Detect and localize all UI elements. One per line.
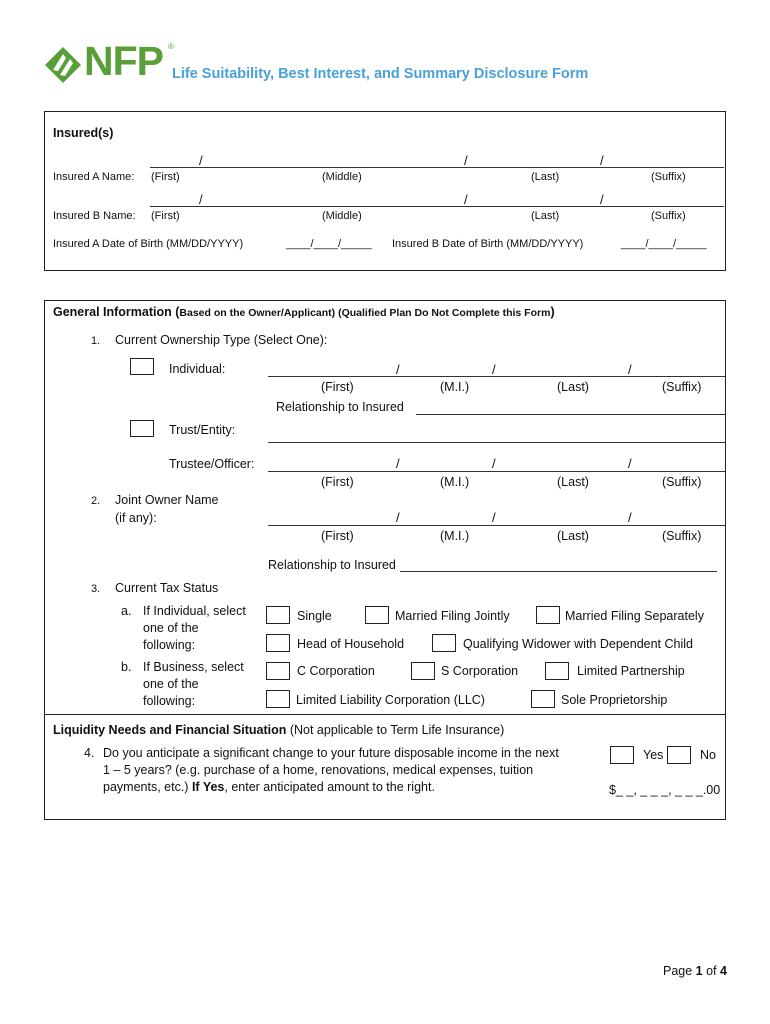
married-separately-label: Married Filing Separately [565, 609, 704, 623]
slash: / [199, 192, 203, 207]
liquidity-heading [53, 723, 504, 737]
last-caption: (Last) [531, 171, 560, 183]
q3-label: Current Tax Status [115, 581, 219, 595]
suffix-caption: (Suffix) [651, 171, 686, 183]
insured-a-dob-field[interactable]: ____/____/_____ [286, 238, 372, 250]
trustee-officer-label: Trustee/Officer: [169, 457, 255, 471]
single-checkbox[interactable] [266, 606, 290, 624]
suffix-caption: (Suffix) [651, 210, 686, 222]
qualifying-widower-label: Qualifying Widower with Dependent Child [463, 637, 693, 651]
head-of-household-checkbox[interactable] [266, 634, 290, 652]
q4-no-checkbox[interactable] [667, 746, 691, 764]
q2-label: Joint Owner Name [115, 493, 219, 507]
insured-b-name-field[interactable] [150, 206, 724, 207]
slash: / [492, 510, 496, 525]
slash: / [492, 362, 496, 377]
married-separately-checkbox[interactable] [536, 606, 560, 624]
slash: / [396, 456, 400, 471]
slash: / [600, 192, 604, 207]
general-heading-note: Based on the Owner/Applicant) (Qualified Plan Do Not Complete this Form [179, 307, 551, 319]
individual-checkbox[interactable] [130, 358, 154, 375]
head-of-household-label: Head of Household [297, 637, 405, 651]
insured-b-name-label: Insured B Name: [53, 210, 136, 222]
relationship-label: Relationship to Insured [276, 400, 404, 414]
first-caption: (First) [321, 475, 354, 489]
general-heading-close: ) [550, 305, 555, 319]
s-corporation-checkbox[interactable] [411, 662, 435, 680]
c-corporation-checkbox[interactable] [266, 662, 290, 680]
q4-amount-field[interactable]: $_ _, _ _ _, _ _ _.00 [609, 783, 721, 797]
insured-a-name-field[interactable] [150, 167, 724, 168]
last-caption: (Last) [557, 380, 589, 394]
q3a-letter: a. [121, 604, 132, 618]
insured-a-name-label: Insured A Name: [53, 171, 135, 183]
q3b-line: If Business, select [143, 660, 244, 674]
page-total: 4 [720, 964, 727, 978]
relationship-field[interactable] [416, 414, 725, 415]
joint-relationship-field[interactable] [400, 571, 717, 572]
slash: / [396, 362, 400, 377]
last-caption: (Last) [557, 529, 589, 543]
slash: / [396, 510, 400, 525]
slash: / [628, 456, 632, 471]
q3a-line: one of the [143, 621, 199, 635]
first-caption: (First) [321, 380, 354, 394]
suffix-caption: (Suffix) [662, 529, 702, 543]
joint-relationship-label: Relationship to Insured [268, 558, 396, 572]
page-mid: of [702, 964, 720, 978]
individual-label: Individual: [169, 362, 226, 376]
trustee-name-field[interactable] [268, 471, 725, 472]
q4-yes-checkbox[interactable] [610, 746, 634, 764]
limited-partnership-label: Limited Partnership [577, 664, 685, 678]
q3b-line: one of the [143, 677, 199, 691]
brand-name: NFP [84, 38, 163, 84]
first-caption: (First) [321, 529, 354, 543]
insured-b-dob-label: Insured B Date of Birth (MM/DD/YYYY) [392, 238, 584, 250]
single-label: Single [297, 609, 332, 623]
general-heading-main: General Information ( [53, 305, 180, 319]
q4-if-yes: If Yes [191, 780, 225, 794]
last-caption: (Last) [531, 210, 560, 222]
middle-caption: (Middle) [322, 210, 362, 222]
liquidity-heading-main: Liquidity Needs and Financial Situation [53, 723, 287, 737]
liquidity-heading-note: (Not applicable to Term Life Insurance) [286, 723, 505, 737]
llc-checkbox[interactable] [266, 690, 290, 708]
q4-line: Do you anticipate a significant change to your future disposable income in the next [103, 746, 559, 760]
q4-line: 1 – 5 years? (e.g. purchase of a home, renovations, medical expenses, tuition [103, 763, 534, 777]
trust-entity-field[interactable] [268, 442, 725, 443]
q4-line-3a: payments, etc.) [103, 780, 192, 794]
q4-no-label: No [700, 748, 716, 762]
mi-caption: (M.I.) [440, 529, 470, 543]
mi-caption: (M.I.) [440, 380, 470, 394]
page-current: 1 [695, 964, 703, 978]
first-caption: (First) [151, 171, 180, 183]
insured-a-dob-label: Insured A Date of Birth (MM/DD/YYYY) [53, 238, 244, 250]
slash: / [628, 362, 632, 377]
married-jointly-label: Married Filing Jointly [395, 609, 510, 623]
limited-partnership-checkbox[interactable] [545, 662, 569, 680]
q2-sublabel: (if any): [115, 511, 157, 525]
s-corporation-label: S Corporation [441, 664, 519, 678]
q4-line-3c: , enter anticipated amount to the right. [224, 780, 435, 794]
form-title: Life Suitability, Best Interest, and Summary Disclosure Form [172, 66, 589, 82]
q2-number: 2. [91, 495, 101, 507]
page-prefix: Page [663, 964, 696, 978]
q3b-letter: b. [121, 660, 132, 674]
slash: / [464, 153, 468, 168]
qualifying-widower-checkbox[interactable] [432, 634, 456, 652]
joint-owner-name-field[interactable] [268, 525, 725, 526]
last-caption: (Last) [557, 475, 589, 489]
slash: / [464, 192, 468, 207]
mi-caption: (M.I.) [440, 475, 470, 489]
q4-yes-label: Yes [643, 748, 664, 762]
sole-proprietorship-checkbox[interactable] [531, 690, 555, 708]
first-caption: (First) [151, 210, 180, 222]
slash: / [492, 456, 496, 471]
registered-mark: ® [168, 42, 174, 51]
individual-name-field[interactable] [268, 376, 725, 377]
insured-b-dob-field[interactable]: ____/____/_____ [621, 238, 707, 250]
slash: / [199, 153, 203, 168]
llc-label: Limited Liability Corporation (LLC) [296, 693, 485, 707]
suffix-caption: (Suffix) [662, 475, 702, 489]
q4-line-3 [103, 780, 435, 794]
page-number [663, 964, 727, 978]
q1-label: Current Ownership Type (Select One): [115, 333, 328, 347]
c-corporation-label: C Corporation [297, 664, 375, 678]
slash: / [628, 510, 632, 525]
insureds-heading: Insured(s) [53, 126, 114, 140]
middle-caption: (Middle) [322, 171, 362, 183]
q3a-line: following: [143, 638, 196, 652]
trust-entity-checkbox[interactable] [130, 420, 154, 437]
trust-entity-label: Trust/Entity: [169, 423, 236, 437]
q1-number: 1. [91, 335, 101, 347]
q4-number: 4. [84, 746, 95, 760]
q3a-line: If Individual, select [143, 604, 246, 618]
general-heading [53, 305, 555, 319]
sole-proprietorship-label: Sole Proprietorship [561, 693, 668, 707]
slash: / [600, 153, 604, 168]
q3-number: 3. [91, 583, 101, 595]
married-jointly-checkbox[interactable] [365, 606, 389, 624]
q3b-line: following: [143, 694, 196, 708]
nfp-logo-mark-icon [44, 46, 82, 84]
suffix-caption: (Suffix) [662, 380, 702, 394]
